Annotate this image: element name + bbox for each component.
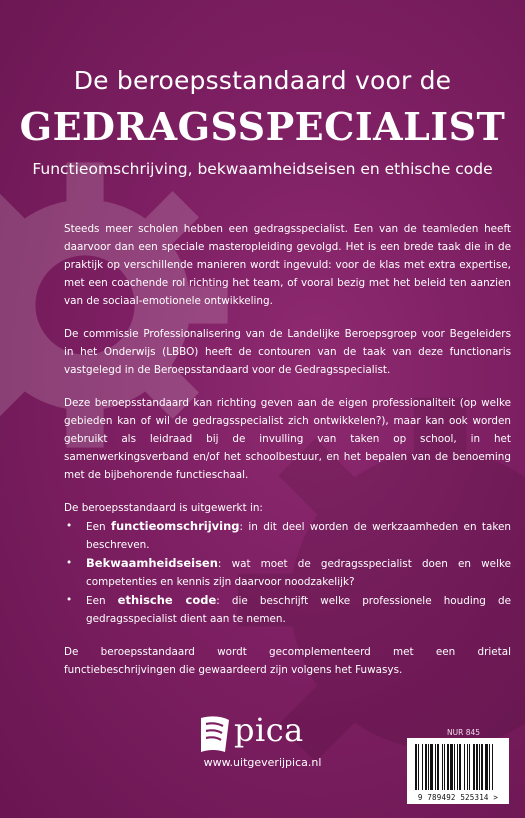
nur-code: NUR 845: [447, 728, 481, 737]
list-item: • Een functieomschrijving: in dit deel worden de werkzaamheden en taken beschreven.: [66, 519, 511, 551]
blurb: [64, 220, 511, 694]
blurb-paragraph-1: Steeds meer scholen hebben een gedragsspecialist. Een van de teamleden heeft daarvoor dan een speciale masteropleiding gevolgd. Het is een brede taak die in de praktijk op verschillende manieren wordt ingevuld: voor de klas met extra expertise, met een coachende rol richting het team, of vooral bezig met het beleid ten aanzien van de sociaal-emotionele ontwikkeling.: [64, 223, 511, 307]
blurb-paragraph-4: De beroepsstandaard wordt gecomplementeerd met een drietal functiebeschrijvingen die gewaardeerd zijn volgens het Fuwasys.: [64, 646, 511, 676]
blurb-paragraph-3: Deze beroepsstandaard kan richting geven aan de eigen professionaliteit (op welke gebieden kan of wil de gedragsspecialist zich ontwikkelen?), maar kan ook worden gebruikt als leidraad bij de invulling van taken op school, in het samenwerkingsverband en/of het schoolbestuur, en het bepalen van de benoeming met de bijbehorende functieschaal.: [64, 397, 511, 481]
publisher-website[interactable]: www.uitgeverijpica.nl: [203, 756, 322, 769]
subtitle: Functieomschrijving, bekwaamheidseisen en ethische code: [32, 160, 493, 178]
bold-term: ethische code: [117, 593, 217, 607]
bold-term: Bekwaamheidseisen: [86, 556, 218, 570]
isbn-digits: 9 789492 525314 >: [417, 793, 499, 802]
bullet-icon: •: [66, 557, 73, 569]
bullet-icon: •: [66, 594, 73, 606]
list-item: • Een ethische code: die beschrijft welke professionele houding de gedragsspecialist dient aan te nemen.: [66, 593, 511, 625]
bullet-list: [64, 517, 511, 628]
title-top: De beroepsstandaard voor de: [73, 66, 452, 95]
publisher-name: pica: [234, 711, 304, 749]
title-main: GEDRAGSSPECIALIST: [19, 104, 506, 149]
list-item: • Bekwaamheidseisen: wat moet de gedragsspecialist doen en welke competenties en kennis zijn daarvoor noodzakelijk?: [66, 556, 511, 588]
blurb-paragraph-2: De commissie Professionalisering van de Landelijke Beroepsgroep voor Begeleiders in het Onderwijs (LBBO) heeft de contouren van de taak van deze functionaris vastgelegd in de Beroepsstandaard voor de Gedragsspecialist.: [64, 328, 511, 376]
barcode: [407, 738, 509, 804]
list-intro: De beroepsstandaard is uitgewerkt in:: [64, 502, 263, 514]
bullet-icon: •: [66, 520, 73, 532]
barcode-icon: [407, 738, 509, 794]
bold-term: functieomschrijving: [110, 519, 240, 533]
